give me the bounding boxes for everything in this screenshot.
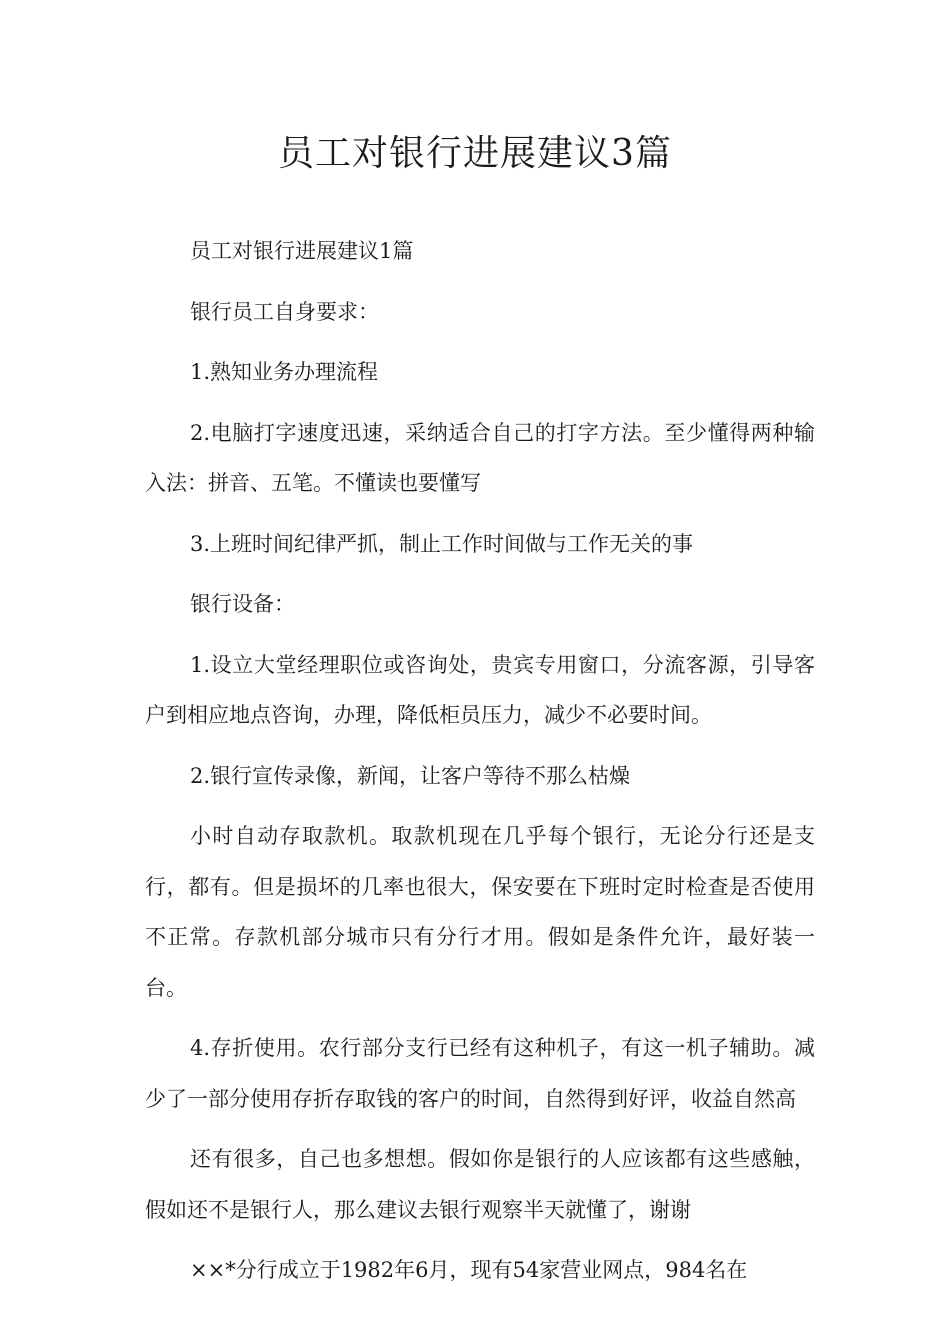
- paragraph: 1.熟知业务办理流程: [190, 360, 379, 384]
- document-title: 员工对银行进展建议3篇: [278, 133, 672, 174]
- paragraph: 2.电脑打字速度迅速，采纳适合自己的打字方法。至少懂得两种输入法：拼音、五笔。不懂读也要懂写: [145, 420, 815, 495]
- paragraph: 4.存折使用。农行部分支行已经有这种机子，有这一机子辅助。减少了一部分使用存折存取钱的客户的时间，自然得到好评，收益自然高: [145, 1036, 815, 1111]
- paragraph: 小时自动存取款机。取款机现在几乎每个银行，无论分行还是支行，都有。但是损坏的几率也很大，保安要在下班时定时检查是否使用不正常。存款机部分城市只有分行才用。假如是条件允许，最好装一台。: [145, 824, 815, 1000]
- paragraph: 还有很多，自己也多想想。假如你是银行的人应该都有这些感触，假如还不是银行人，那么建议去银行观察半天就懂了，谢谢: [145, 1147, 815, 1222]
- document-body: [145, 226, 815, 1306]
- paragraph: ××*分行成立于1982年6月，现有54家营业网点，984名在: [190, 1258, 748, 1282]
- paragraph: 银行设备：: [190, 592, 295, 616]
- paragraph: 员工对银行进展建议1篇: [190, 239, 414, 263]
- paragraph: 2.银行宣传录像，新闻，让客户等待不那么枯燥: [190, 763, 631, 788]
- paragraph: 3.上班时间纪律严抓，制止工作时间做与工作无关的事: [190, 531, 694, 556]
- paragraph: 1.设立大堂经理职位或咨询处，贵宾专用窗口，分流客源，引导客户到相应地点咨询，办理，降低柜员压力，减少不必要时间。: [145, 652, 815, 727]
- paragraph: 银行员工自身要求：: [190, 299, 379, 324]
